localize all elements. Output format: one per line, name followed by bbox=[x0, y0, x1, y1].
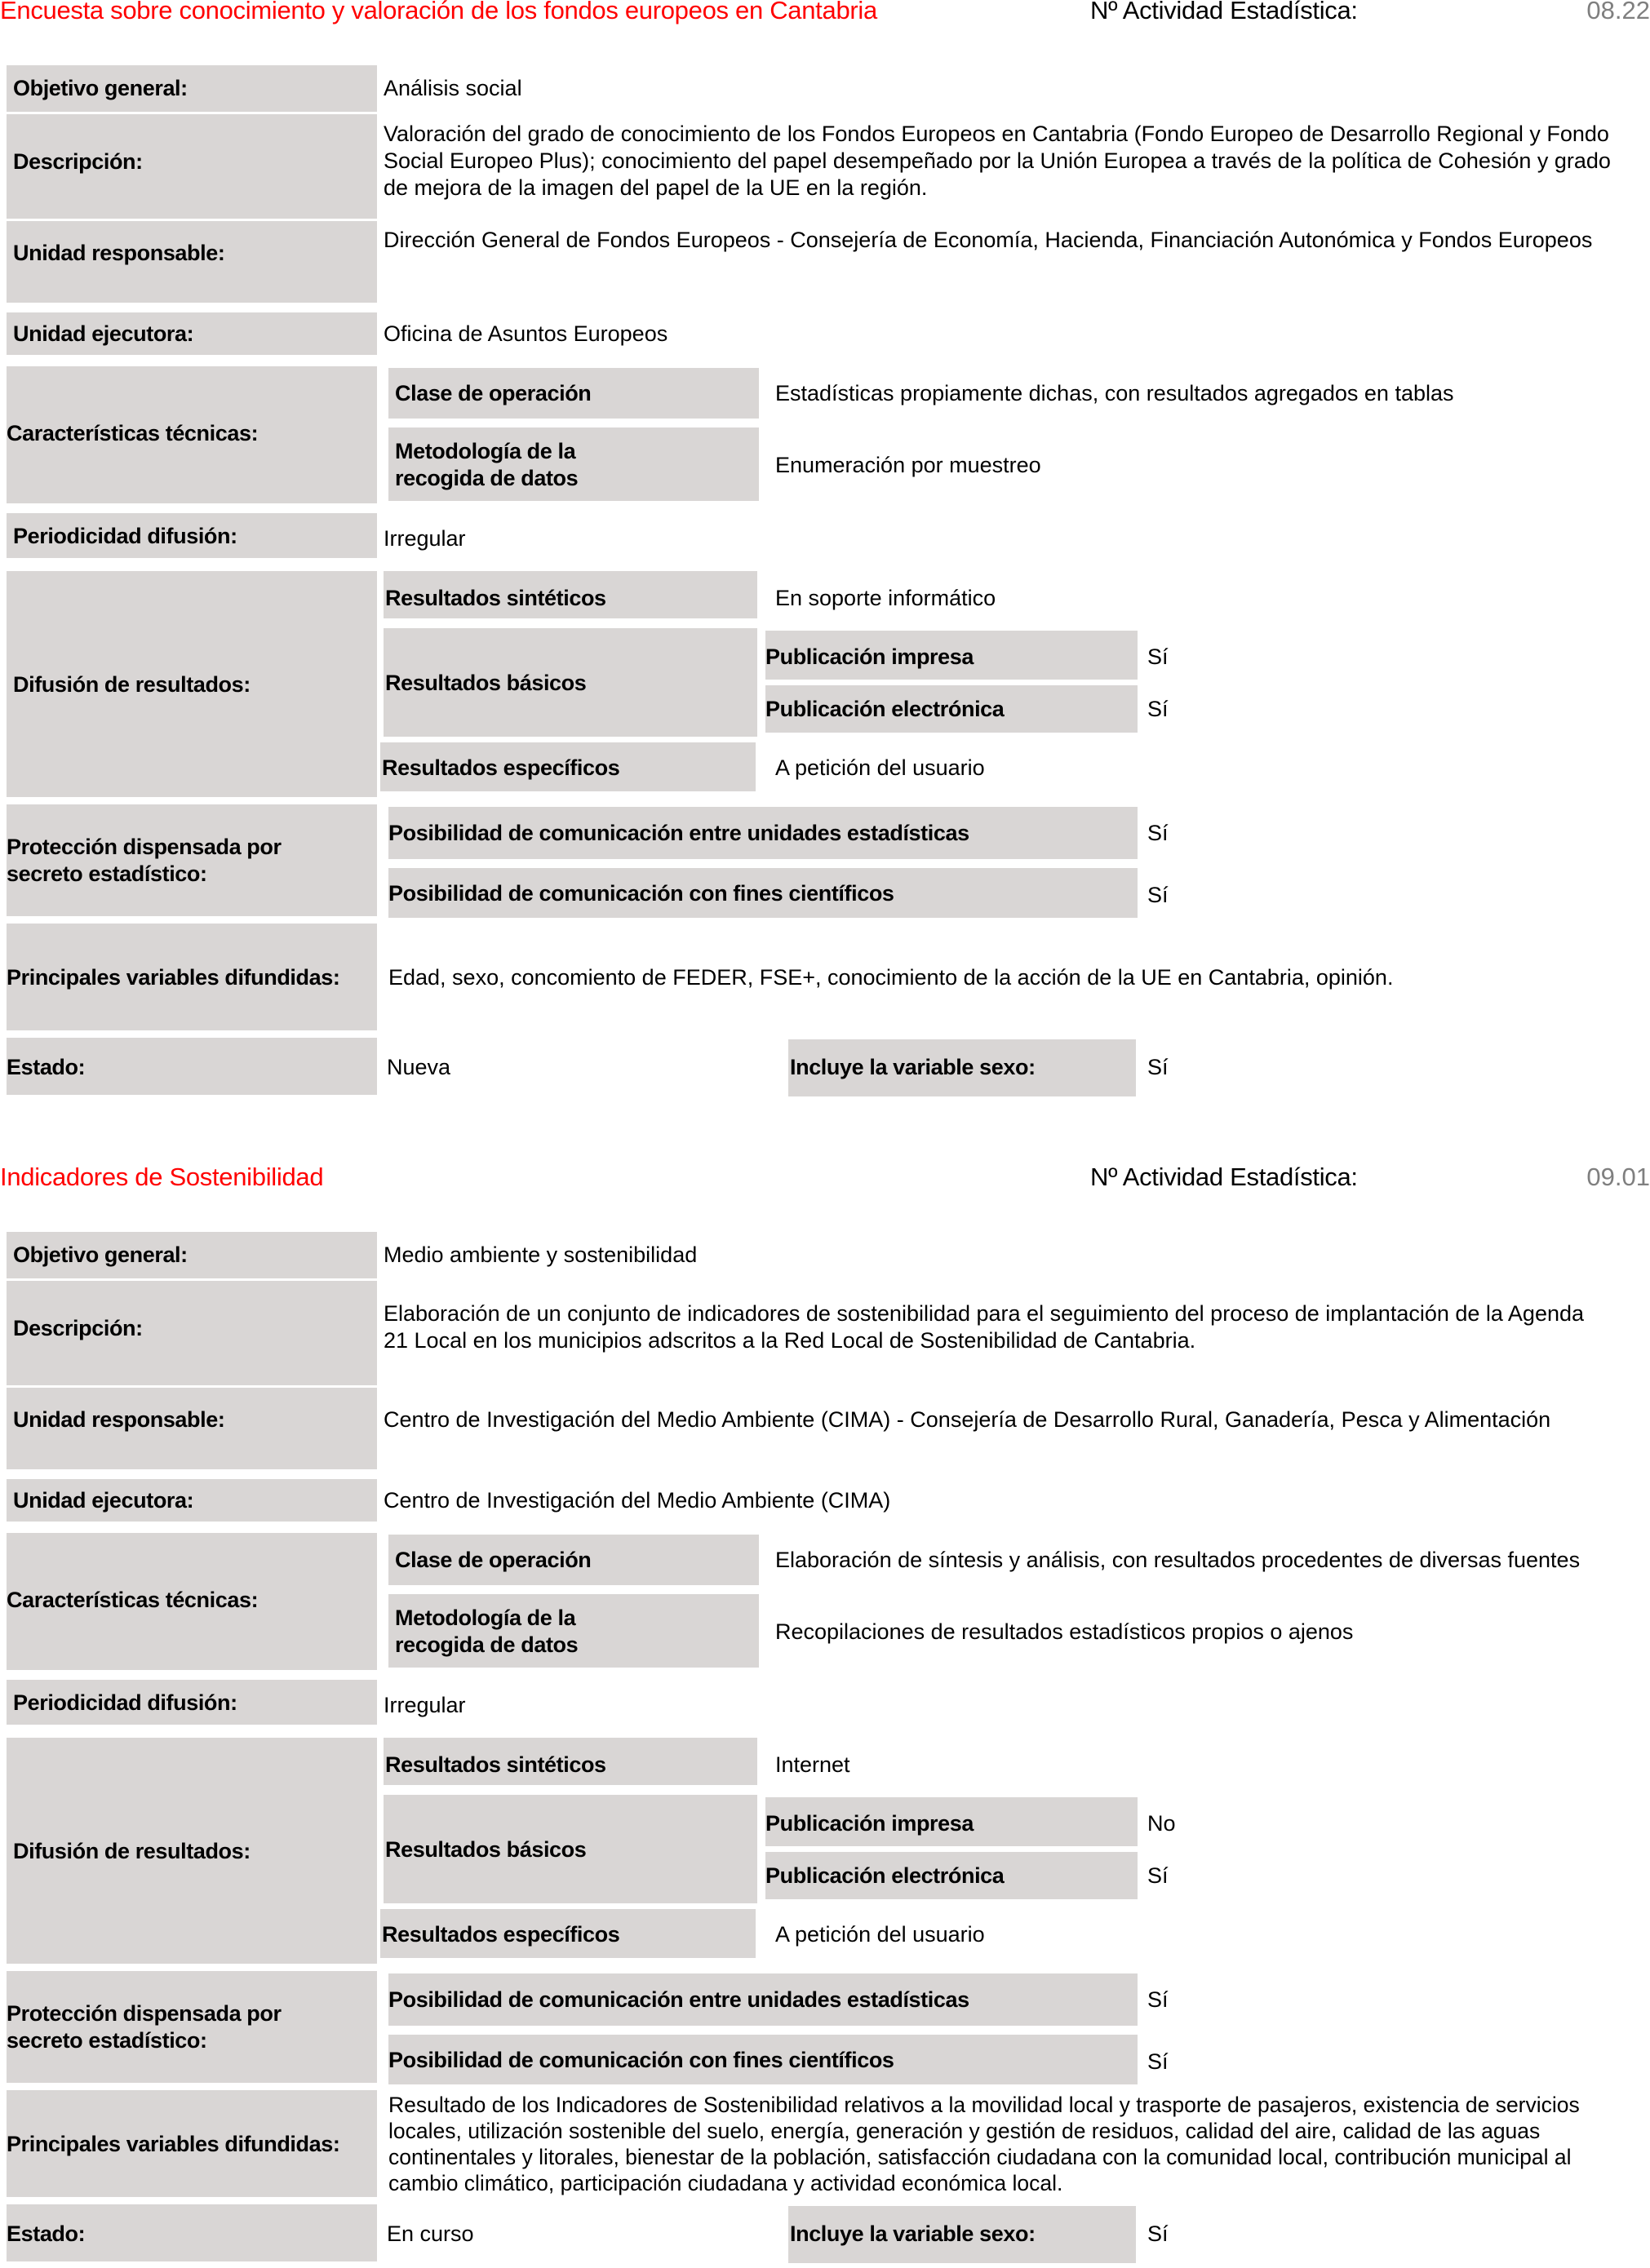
electronic-publication-label: Publicación electrónica bbox=[765, 1863, 1005, 1888]
main-variables-value: Resultado de los Indicadores de Sostenibilidad relativos a la movilidad local y trasporte de pasajeros, existencia de servicios locales, utilización sostenible del suelo, energía, generación y gestión de residuos, calidad del aire, calidad de las aguas continentales y litorales, bienestar de la población, satisfacción ciudadana con la comunidad local, contribución municipal al cambio climático, participación ciudadana y actividad económica local. bbox=[388, 2093, 1580, 2195]
results-diffusion-label: Difusión de resultados: bbox=[13, 672, 251, 697]
main-variables-label: Principales variables difundidas: bbox=[7, 965, 340, 990]
operation-class-value: Elaboración de síntesis y análisis, con resultados procedentes de diversas fuentes bbox=[775, 1548, 1581, 1572]
specific-results-label: Resultados específicos bbox=[382, 1922, 620, 1947]
basic-results-label: Resultados básicos bbox=[385, 671, 587, 695]
sex-variable-value: Sí bbox=[1147, 2221, 1169, 2246]
technical-features-label: Características técnicas: bbox=[7, 1588, 259, 1612]
sex-variable-label: Incluye la variable sexo: bbox=[790, 2221, 1036, 2246]
synthetic-results-label: Resultados sintéticos bbox=[385, 1752, 606, 1777]
synthetic-results-label: Resultados sintéticos bbox=[385, 586, 606, 610]
objective-label: Objetivo general: bbox=[13, 76, 188, 100]
activity-number: 09.01 bbox=[1586, 1163, 1650, 1191]
description-label: Descripción: bbox=[13, 1316, 143, 1340]
activity-card bbox=[0, 0, 1650, 1101]
executing-unit-value: Oficina de Asuntos Europeos bbox=[384, 321, 668, 346]
sex-variable-label: Incluye la variable sexo: bbox=[790, 1055, 1036, 1079]
activity-title: Indicadores de Sostenibilidad bbox=[0, 1163, 324, 1191]
objective-value: Medio ambiente y sostenibilidad bbox=[384, 1243, 698, 1267]
electronic-publication-value: Sí bbox=[1147, 697, 1169, 721]
printed-publication-value: No bbox=[1147, 1811, 1176, 1836]
activity-card bbox=[0, 1163, 1650, 2268]
activity-number-label: Nº Actividad Estadística: bbox=[1090, 0, 1358, 24]
description-value: Elaboración de un conjunto de indicadores de sostenibilidad para el seguimiento del proceso de implantación de la Agenda 21 Local en los municipios adscritos a la Red Local de Sostenibilidad de Cantabria. bbox=[384, 1301, 1585, 1353]
main-variables-label: Principales variables difundidas: bbox=[7, 2132, 340, 2156]
electronic-publication-value: Sí bbox=[1147, 1863, 1169, 1888]
comm-scientific-value: Sí bbox=[1147, 883, 1169, 907]
printed-publication-label: Publicación impresa bbox=[765, 1811, 974, 1836]
comm-units-value: Sí bbox=[1147, 821, 1169, 845]
electronic-publication-label: Publicación electrónica bbox=[765, 697, 1005, 721]
methodology-value: Enumeración por muestreo bbox=[775, 453, 1041, 477]
responsible-unit-label: Unidad responsable: bbox=[13, 241, 225, 265]
comm-scientific-label: Posibilidad de comunicación con fines científicos bbox=[388, 881, 894, 906]
operation-class-value: Estadísticas propiamente dichas, con resultados agregados en tablas bbox=[775, 381, 1454, 405]
comm-units-label: Posibilidad de comunicación entre unidades estadísticas bbox=[388, 1987, 969, 2012]
methodology-label: Metodología de la recogida de datos bbox=[395, 1606, 579, 1657]
methodology-label: Metodología de la recogida de datos bbox=[395, 439, 579, 490]
periodicity-value: Irregular bbox=[384, 1693, 466, 1717]
periodicity-label: Periodicidad difusión: bbox=[13, 1690, 237, 1715]
specific-results-label: Resultados específicos bbox=[382, 755, 620, 780]
results-diffusion-label: Difusión de resultados: bbox=[13, 1839, 251, 1863]
periodicity-value: Irregular bbox=[384, 526, 466, 551]
operation-class-label: Clase de operación bbox=[395, 381, 592, 405]
protection-label: Protección dispensada por secreto estadístico: bbox=[7, 2001, 282, 2053]
activity-number: 08.22 bbox=[1586, 0, 1650, 24]
specific-results-value: A petición del usuario bbox=[775, 1922, 985, 1947]
objective-label: Objetivo general: bbox=[13, 1243, 188, 1267]
status-value: Nueva bbox=[387, 1055, 451, 1079]
objective-value: Análisis social bbox=[384, 76, 522, 100]
executing-unit-label: Unidad ejecutora: bbox=[13, 1488, 194, 1513]
synthetic-results-value: En soporte informático bbox=[775, 586, 996, 610]
status-value: En curso bbox=[387, 2221, 474, 2246]
main-variables-value: Edad, sexo, concomiento de FEDER, FSE+, conocimiento de la acción de la UE en Cantabria, opinión. bbox=[388, 965, 1394, 990]
printed-publication-value: Sí bbox=[1147, 645, 1169, 669]
comm-scientific-label: Posibilidad de comunicación con fines científicos bbox=[388, 2048, 894, 2072]
printed-publication-label: Publicación impresa bbox=[765, 645, 974, 669]
comm-scientific-value: Sí bbox=[1147, 2049, 1169, 2074]
sex-variable-value: Sí bbox=[1147, 1055, 1169, 1079]
specific-results-value: A petición del usuario bbox=[775, 755, 985, 780]
basic-results-label: Resultados básicos bbox=[385, 1837, 587, 1862]
operation-class-label: Clase de operación bbox=[395, 1548, 592, 1572]
responsible-unit-value: Dirección General de Fondos Europeos - Consejería de Economía, Hacienda, Financiación Autonómica y Fondos Europeos bbox=[384, 228, 1593, 252]
responsible-unit-value: Centro de Investigación del Medio Ambiente (CIMA) - Consejería de Desarrollo Rural, Ganadería, Pesca y Alimentación bbox=[384, 1407, 1551, 1432]
technical-features-label: Características técnicas: bbox=[7, 421, 259, 445]
executing-unit-value: Centro de Investigación del Medio Ambiente (CIMA) bbox=[384, 1488, 891, 1513]
status-label: Estado: bbox=[7, 2221, 86, 2246]
activity-title: Encuesta sobre conocimiento y valoración de los fondos europeos en Cantabria bbox=[0, 0, 877, 24]
description-value: Valoración del grado de conocimiento de los Fondos Europeos en Cantabria (Fondo Europeo de Desarrollo Regional y Fondo Social Europeo Plus); conocimiento del papel desempeñado por la Unión Europea a través de la política de Cohesión y grado de mejora de la imagen del papel de la UE en la región. bbox=[384, 122, 1611, 200]
periodicity-label: Periodicidad difusión: bbox=[13, 524, 237, 548]
methodology-value: Recopilaciones de resultados estadísticos propios o ajenos bbox=[775, 1619, 1354, 1644]
comm-units-value: Sí bbox=[1147, 1987, 1169, 2012]
executing-unit-label: Unidad ejecutora: bbox=[13, 321, 194, 346]
synthetic-results-value: Internet bbox=[775, 1752, 850, 1777]
activity-number-label: Nº Actividad Estadística: bbox=[1090, 1163, 1358, 1191]
protection-label: Protección dispensada por secreto estadístico: bbox=[7, 835, 282, 886]
responsible-unit-label: Unidad responsable: bbox=[13, 1407, 225, 1432]
comm-units-label: Posibilidad de comunicación entre unidades estadísticas bbox=[388, 821, 969, 845]
description-label: Descripción: bbox=[13, 149, 143, 174]
status-label: Estado: bbox=[7, 1055, 86, 1079]
